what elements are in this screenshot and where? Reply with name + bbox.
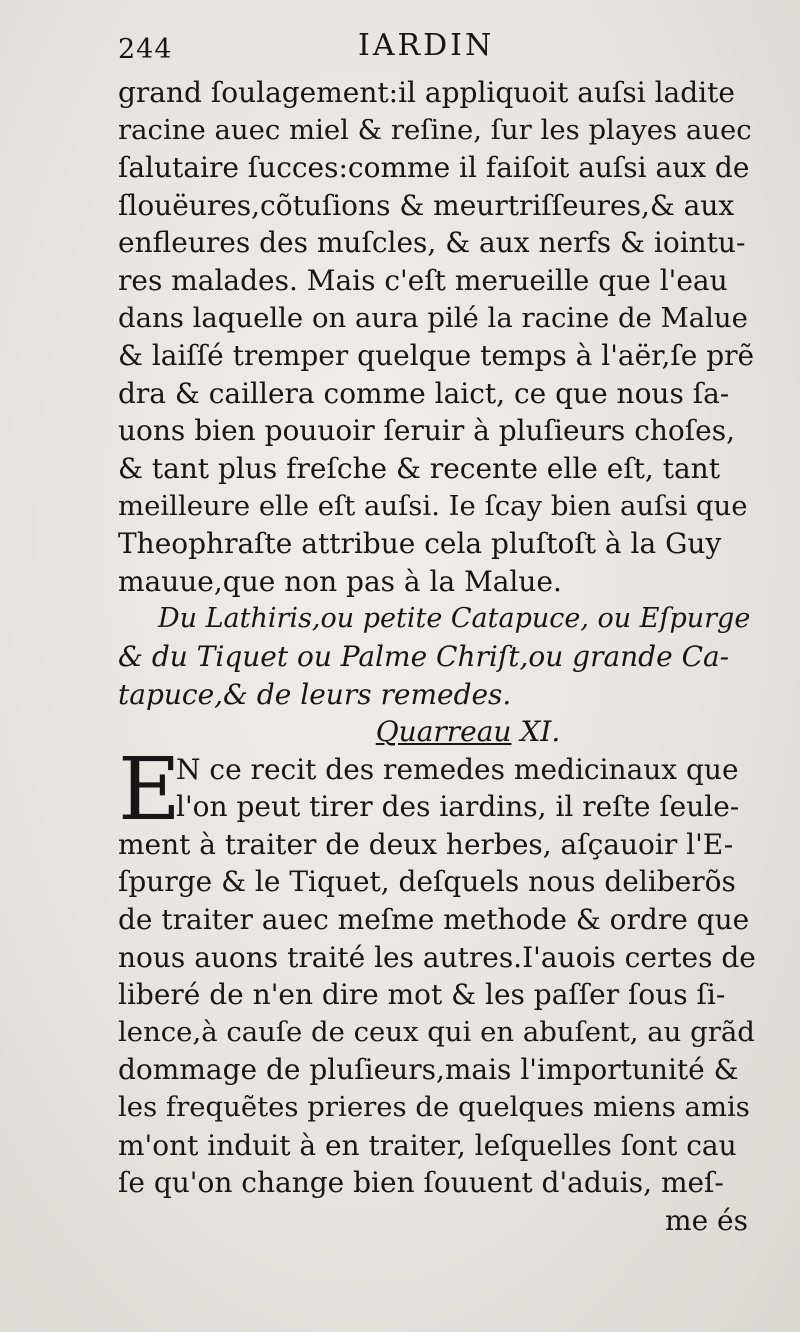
section-word: Quarreau [375, 715, 512, 749]
text-line: Theophraſte attribue cela pluſtoſt à la Guy [118, 527, 722, 561]
heading-line: & du Tiquet ou Palme Chriſt,ou grande Ca- [118, 639, 730, 673]
text-line: de traiter auec meſme methode & ordre que [118, 903, 750, 937]
text-line: l'on peut tirer des iardins, il reſte ſeule- [176, 790, 740, 824]
text-line: N ce recit des remedes medicinaux que [176, 752, 739, 786]
text-line: res malades. Mais c'eſt merueille que l'eau [118, 263, 728, 297]
section-label [118, 713, 758, 751]
heading-line: tapuce,& de leurs remedes. [118, 677, 512, 711]
chapter-heading [118, 600, 758, 713]
drop-cap: E [118, 739, 181, 840]
heading-line: Du Lathiris,ou petite Catapuce, ou Eſpurge [158, 603, 751, 635]
page-number: 244 [118, 34, 173, 65]
paragraph-top [118, 74, 758, 600]
text-line: liberé de n'en dire mot & les paſſer ſous ſi- [118, 978, 726, 1012]
catchword-line: me és [665, 1203, 748, 1237]
text-line: & laiſſé tremper quelque temps à l'aër,ſe prẽ [118, 339, 755, 373]
text-line: dans laquelle on aura pilé la racine de Malue [118, 301, 748, 334]
text-line: ment à traiter de deux herbes, aſçauoir l'E- [118, 827, 734, 861]
text-line: dra & caillera comme laict, ce que nous ſa- [118, 376, 730, 410]
text-line: meilleure elle eſt auſsi. Ie ſcay bien auſsi que [118, 489, 748, 522]
text-line: ſpurge & le Tiquet, deſquels nous deliberõs [118, 865, 736, 899]
running-title: IARDIN [358, 28, 495, 63]
section-number: XI. [520, 715, 561, 749]
text-line: m'ont induit à en traiter, leſquelles ſont cau [118, 1128, 737, 1162]
text-line: uons bien pouuoir ſeruir à pluſieurs choſes, [118, 414, 735, 448]
text-line: racine auec miel & reſine, ſur les playes auec [118, 113, 752, 146]
text-line: dommage de pluſieurs,mais l'importunité & [118, 1053, 739, 1087]
text-line: & tant plus freſche & recente elle eſt, tant [118, 451, 720, 485]
page-header [118, 28, 758, 68]
paragraph-bottom [118, 739, 758, 1240]
main-text [118, 74, 758, 1239]
text-line: mauue,que non pas à la Malue. [118, 564, 562, 598]
text-line: ſlouëures,cõtuſions & meurtriſſeures,& aux [118, 188, 735, 222]
text-line: ſalutaire ſucces:comme il faiſoit auſsi aux de [118, 151, 750, 185]
text-line: nous auons traité les autres.I'auois certes de [118, 940, 756, 974]
text-line: grand ſoulagement:il appliquoit auſsi ladite [118, 76, 735, 109]
text-line: enfleures des muſcles, & aux nerfs & iointu- [118, 226, 746, 260]
text-line: ſe qu'on change bien ſouuent d'aduis, meſ- [118, 1166, 724, 1200]
text-line: lence,à cauſe de ceux qui en abuſent, au grãd [118, 1015, 755, 1048]
text-line: les frequẽtes prieres de quelques miens amis [118, 1091, 750, 1124]
